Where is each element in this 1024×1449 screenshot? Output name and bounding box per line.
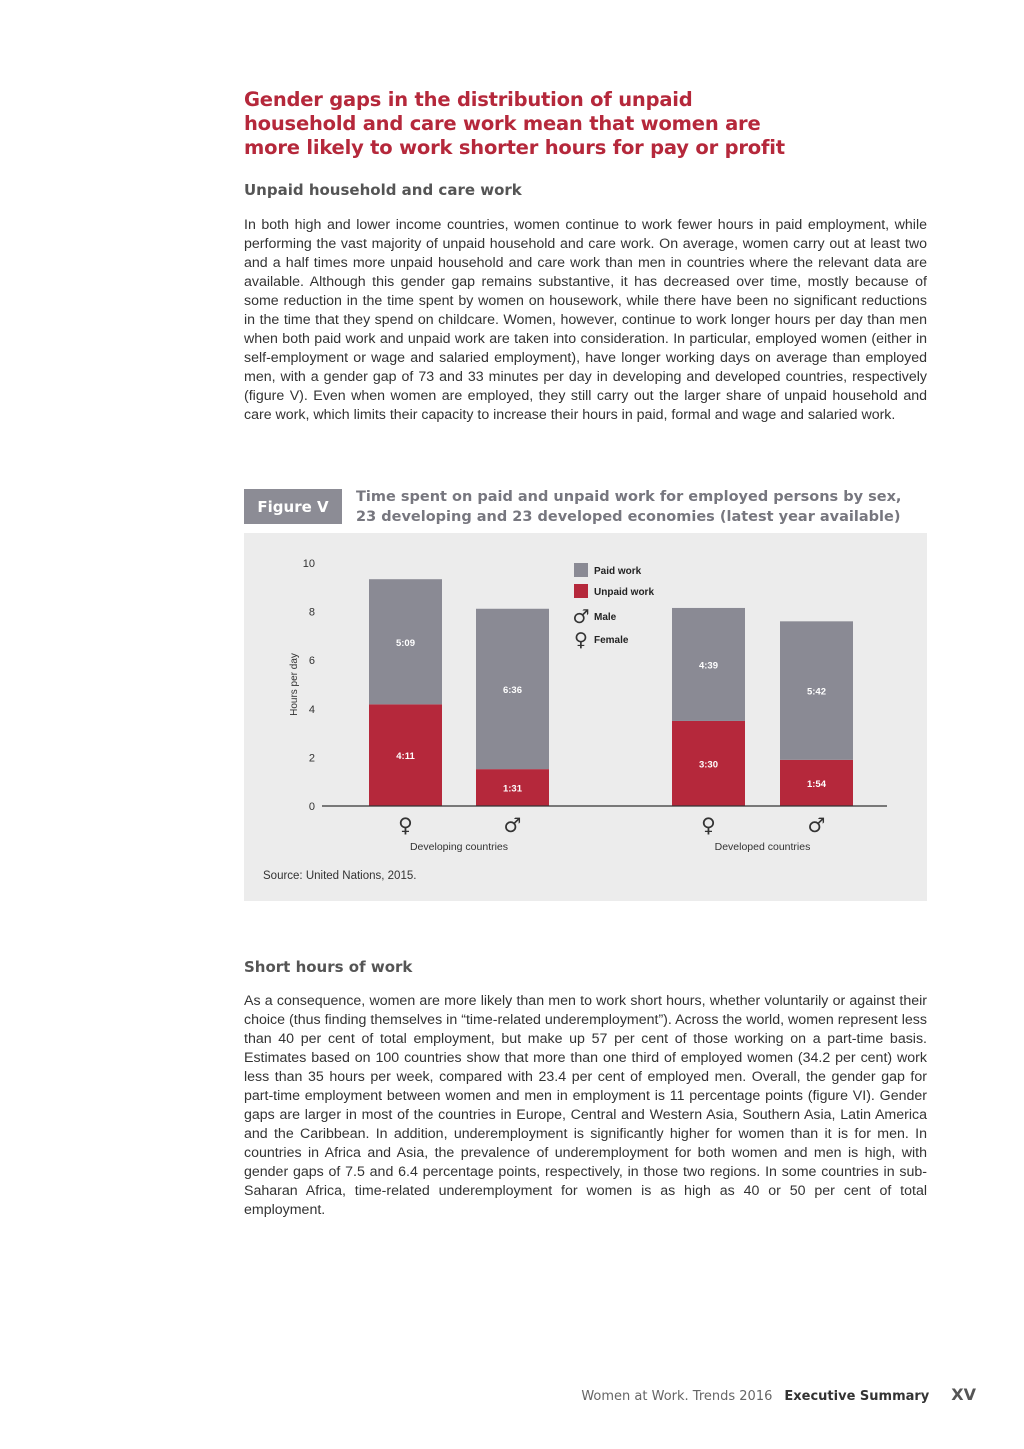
male-symbol: ♂ [807, 813, 826, 837]
bar-paid-label: 6:36 [502, 684, 523, 696]
female-symbol: ♀ [398, 813, 413, 837]
female-symbol: ♀ [701, 813, 716, 837]
figure-title: Time spent on paid and unpaid work for employed persons by sex, 23 developing and 23 developed economies (latest year available) [356, 489, 902, 525]
bar-unpaid-label: 4:11 [396, 751, 415, 763]
legend-label: Paid work [594, 566, 642, 577]
bar-paid-label: 5:09 [395, 637, 416, 649]
bar-unpaid-label: 1:54 [806, 778, 827, 790]
body-paragraph-unpaid-work: In both high and lower income countries, women continue to work fewer hours in paid employment, while performing the vast majority of unpaid household and care work. On average, women carry out at least two and a half times more unpaid household and care work than men in countries where the relevant data are available. Although this gender gap remains substantive, it has decreased over time, mostly because of some reduction in the time spent by women on housework, while there have been no significant reductions in the time that they spend on childcare. Women, however, continue to work longer hours per day than men when both paid work and unpaid work are taken into consideration. In particular, employed women (either in self-employment or wage and salaried employment), have longer working days on average than employed men, with a gender gap of 73 and 33 minutes per day in developing and developed countries, respectively (figure V). Even when women are employed, they still carry out the larger share of unpaid household and care work, which limits their capacity to increase their hours in paid, formal and wage and salaried work. [244, 217, 927, 423]
group-label: Developed countries [714, 841, 811, 853]
male-symbol: ♂ [503, 813, 522, 837]
footer-publication: Women at Work. Trends 2016 [581, 1389, 773, 1404]
legend-symbol: ♀ [574, 629, 588, 651]
bar-paid-label: 5:42 [806, 686, 827, 698]
y-tick-label: 2 [308, 752, 315, 765]
legend-label: Male [594, 612, 617, 623]
figure-source: Source: United Nations, 2015. [263, 870, 417, 882]
page-title: Gender gaps in the distribution of unpaid household and care work mean that women are more likely to work shorter hours for pay or profit [244, 88, 785, 159]
y-tick-label: 6 [308, 655, 315, 668]
legend-label: Female [594, 635, 629, 646]
legend-swatch [574, 584, 588, 598]
stacked-bar-chart [244, 533, 927, 901]
bar-unpaid-label: 3:30 [698, 759, 719, 771]
body-paragraph-short-hours: As a consequence, women are more likely than men to work short hours, whether voluntarily or against their choice (thus finding themselves in “time-related underemployment”). Across the world, women represent less than 40 per cent of total employment, but make up 57 per cent of those working on a part-time basis. Estimates based on 100 countries show that more than one third of employed women (34.2 per cent) work less than 35 hours per week, compared with 23.4 per cent of employed men. Overall, the gender gap for part-time employment between women and men in employment is 11 percentage points (figure VI). Gender gaps are larger in most of the countries in Europe, Central and Western Asia, Southern Asia, Latin America and the Caribbean. In addition, underemployment is significantly higher for women than it is for men. In countries in Africa and Asia, the prevalence of underemployment for both women and men is high, with gender gaps of 7.5 and 6.4 percentage points, respectively, in those two regions. In some countries in sub-Saharan Africa, time-related underemployment for women is as high as 40 or 50 per cent of total employment. [244, 993, 927, 1218]
y-tick-label: 10 [302, 558, 315, 570]
legend-swatch [574, 563, 588, 577]
legend-label: Unpaid work [594, 587, 655, 598]
section-heading-unpaid-work: Unpaid household and care work [244, 181, 522, 199]
y-tick-label: 0 [308, 801, 315, 813]
chart-panel [244, 533, 927, 901]
y-tick-label: 4 [308, 703, 315, 716]
bar-paid-label: 4:39 [698, 660, 719, 672]
y-axis-label: Hours per day [289, 653, 300, 716]
bar-unpaid-label: 1:31 [502, 783, 523, 795]
group-label: Developing countries [409, 841, 509, 853]
page-footer [581, 1385, 976, 1404]
footer-section: Executive Summary [784, 1389, 930, 1404]
figure-label: Figure V [244, 489, 342, 524]
page-number: XV [951, 1385, 976, 1404]
y-tick-label: 8 [308, 606, 315, 619]
legend-symbol: ♂ [572, 606, 590, 628]
section-heading-short-hours: Short hours of work [244, 958, 413, 976]
